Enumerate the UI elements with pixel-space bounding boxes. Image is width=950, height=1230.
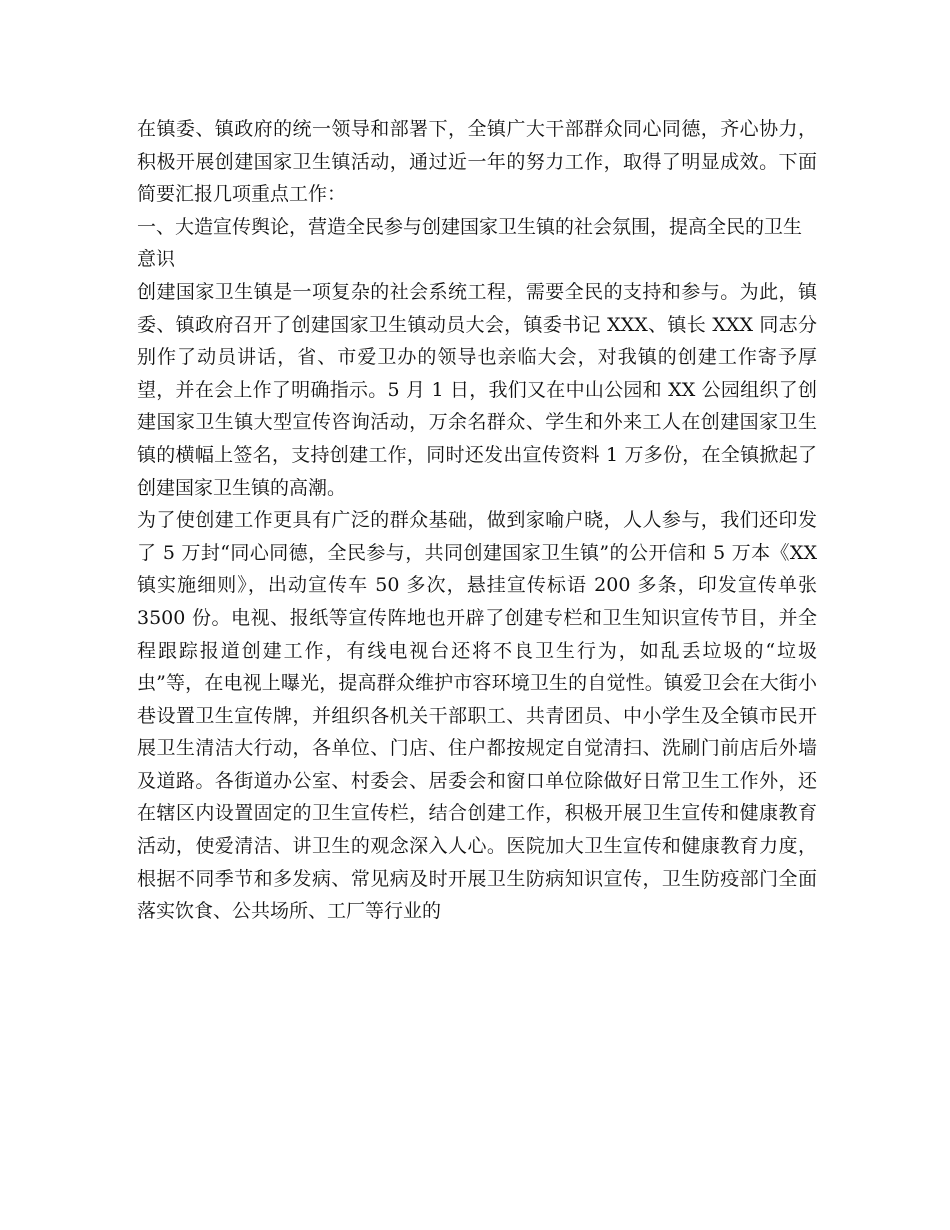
body-paragraph-2: 为了使创建工作更具有广泛的群众基础，做到家喻户晓，人人参与，我们还印发了 5 万封“同心同德，全民参与，共同创建国家卫生镇”的公开信和 5 万本《XX 镇实施细则》，出动宣传车 50 多次，悬挂宣传标语 200 多条，印发宣传单张 3500 份。电视、报纸等宣传阵地也开辟了创建专栏和卫生知识宣传节目，并全程跟踪报道创建工作，有线电视台还将不良卫生行为，如乱丢垃圾的“垃圾虫”等，在电视上曝光，提高群众维护市容环境卫生的自觉性。镇爱卫会在大街小巷设置卫生宣传牌，并组织各机关干部职工、共青团员、中小学生及全镇市民开展卫生清洁大行动，各单位、门店、住户都按规定自觉清扫、洗刷门前店后外墙及道路。各街道办公室、村委会、居委会和窗口单位除做好日常卫生工作外，还在辖区内设置固定的卫生宣传栏，结合创建工作，积极开展卫生宣传和健康教育活动，使爱清洁、讲卫生的观念深入人心。医院加大卫生宣传和健康教育力度，根据不同季节和多发病、常见病及时开展卫生防病知识宣传，卫生防疫部门全面落实饮食、公共场所、工厂等行业的 bbox=[137, 509, 817, 923]
section-heading-1: 一、大造宣传舆论，营造全民参与创建国家卫生镇的社会氛围，提高全民的卫生意识 bbox=[137, 215, 803, 271]
intro-paragraph: 在镇委、镇政府的统一领导和部署下，全镇广大干部群众同心同德，齐心协力，积极开展创建国家卫生镇活动，通过近一年的努力工作，取得了明显成效。下面简要汇报几项重点工作： bbox=[137, 118, 817, 206]
document-body bbox=[137, 113, 817, 928]
body-paragraph-1: 创建国家卫生镇是一项复杂的社会系统工程，需要全民的支持和参与。为此，镇委、镇政府召开了创建国家卫生镇动员大会，镇委书记 XXX、镇长 XXX 同志分别作了动员讲话，省、市爱卫办的领导也亲临大会，对我镇的创建工作寄予厚望，并在会上作了明确指示。5 月 1 日，我们又在中山公园和 XX 公园组织了创建国家卫生镇大型宣传咨询活动，万余名群众、学生和外来工人在创建国家卫生镇的横幅上签名，支持创建工作，同时还发出宣传资料 1 万多份，在全镇掀起了创建国家卫生镇的高潮。 bbox=[137, 280, 817, 499]
